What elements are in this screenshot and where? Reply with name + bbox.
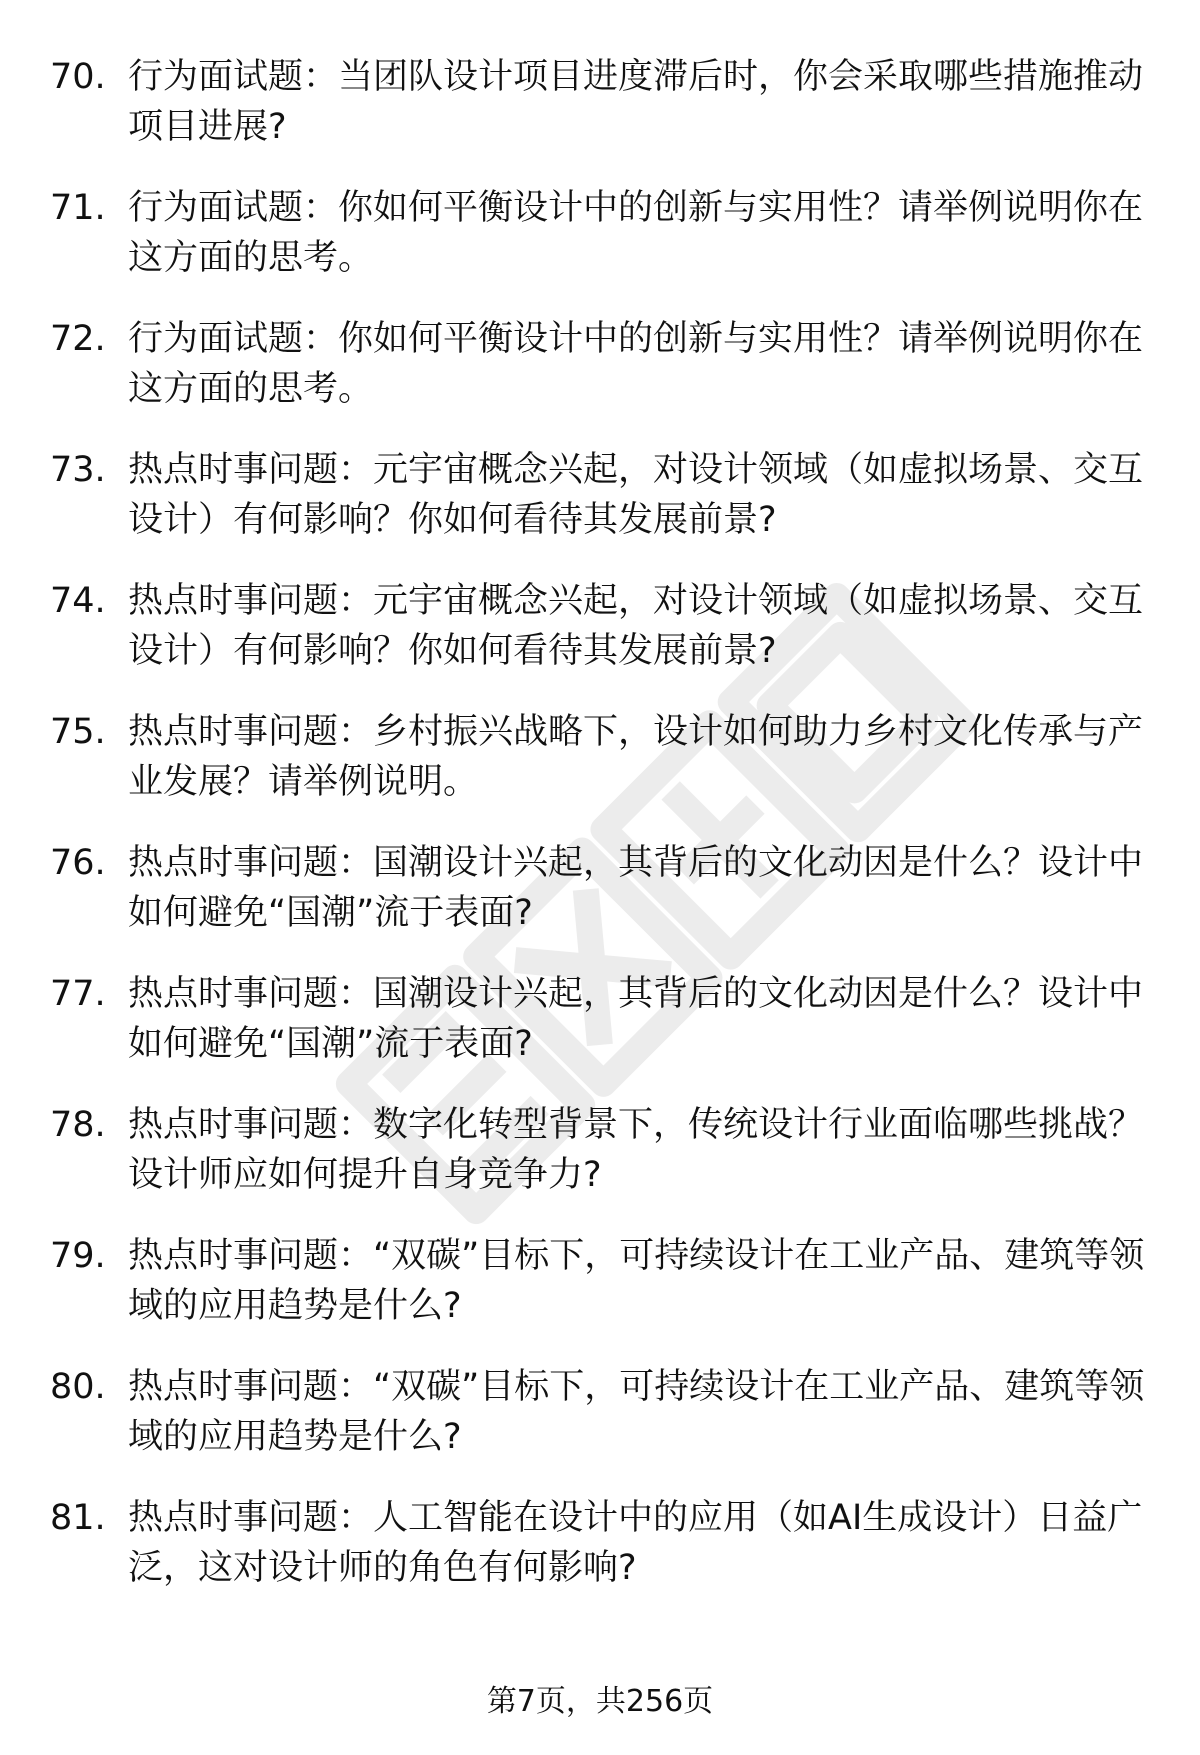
question-text: 热点时事问题：人工智能在设计中的应用（如AI生成设计）日益广泛，这对设计师的角色有何影响?	[128, 1498, 1143, 1588]
question-text: 热点时事问题：国潮设计兴起，其背后的文化动因是什么？设计中如何避免“国潮”流于表面?	[128, 974, 1144, 1064]
question-text: 热点时事问题：乡村振兴战略下，设计如何助力乡村文化传承与产业发展？请举例说明。	[128, 712, 1144, 802]
question-number: 77.	[50, 974, 106, 1014]
question-text: 行为面试题：当团队设计项目进度滞后时，你会采取哪些措施推动项目进展?	[128, 57, 1144, 147]
question-text: 热点时事问题：“双碳”目标下，可持续设计在工业产品、建筑等领域的应用趋势是什么?	[128, 1236, 1145, 1326]
question-number: 81.	[50, 1498, 106, 1538]
question-text: 行为面试题：你如何平衡设计中的创新与实用性？请举例说明你在这方面的思考。	[128, 188, 1144, 278]
page-footer: 第7页，共256页	[486, 1684, 714, 1719]
question-text: 热点时事问题：“双碳”目标下，可持续设计在工业产品、建筑等领域的应用趋势是什么?	[128, 1367, 1145, 1457]
question-text: 热点时事问题：元宇宙概念兴起，对设计领域（如虚拟场景、交互设计）有何影响？你如何看待其发展前景?	[128, 581, 1144, 671]
question-number: 71.	[50, 188, 106, 228]
question-number: 75.	[50, 712, 106, 752]
question-text: 热点时事问题：元宇宙概念兴起，对设计领域（如虚拟场景、交互设计）有何影响？你如何看待其发展前景?	[128, 450, 1144, 540]
question-list	[50, 52, 1150, 1624]
list-item	[50, 838, 1150, 969]
question-number: 70.	[50, 57, 106, 97]
question-number: 79.	[50, 1236, 106, 1276]
list-item	[50, 969, 1150, 1100]
question-number: 72.	[50, 319, 106, 359]
question-number: 73.	[50, 450, 106, 490]
list-item	[50, 1100, 1150, 1231]
list-item	[50, 314, 1150, 445]
list-item	[50, 183, 1150, 314]
question-text: 热点时事问题：数字化转型背景下，传统设计行业面临哪些挑战？设计师应如何提升自身竞争力?	[128, 1105, 1144, 1195]
list-item	[50, 1493, 1150, 1624]
list-item	[50, 445, 1150, 576]
question-number: 80.	[50, 1367, 106, 1407]
question-text: 热点时事问题：国潮设计兴起，其背后的文化动因是什么？设计中如何避免“国潮”流于表面?	[128, 843, 1144, 933]
question-number: 76.	[50, 843, 106, 883]
question-number: 78.	[50, 1105, 106, 1145]
list-item	[50, 1362, 1150, 1493]
question-text: 行为面试题：你如何平衡设计中的创新与实用性？请举例说明你在这方面的思考。	[128, 319, 1144, 409]
list-item	[50, 707, 1150, 838]
question-number: 74.	[50, 581, 106, 621]
list-item	[50, 1231, 1150, 1362]
list-item	[50, 52, 1150, 183]
list-item	[50, 576, 1150, 707]
